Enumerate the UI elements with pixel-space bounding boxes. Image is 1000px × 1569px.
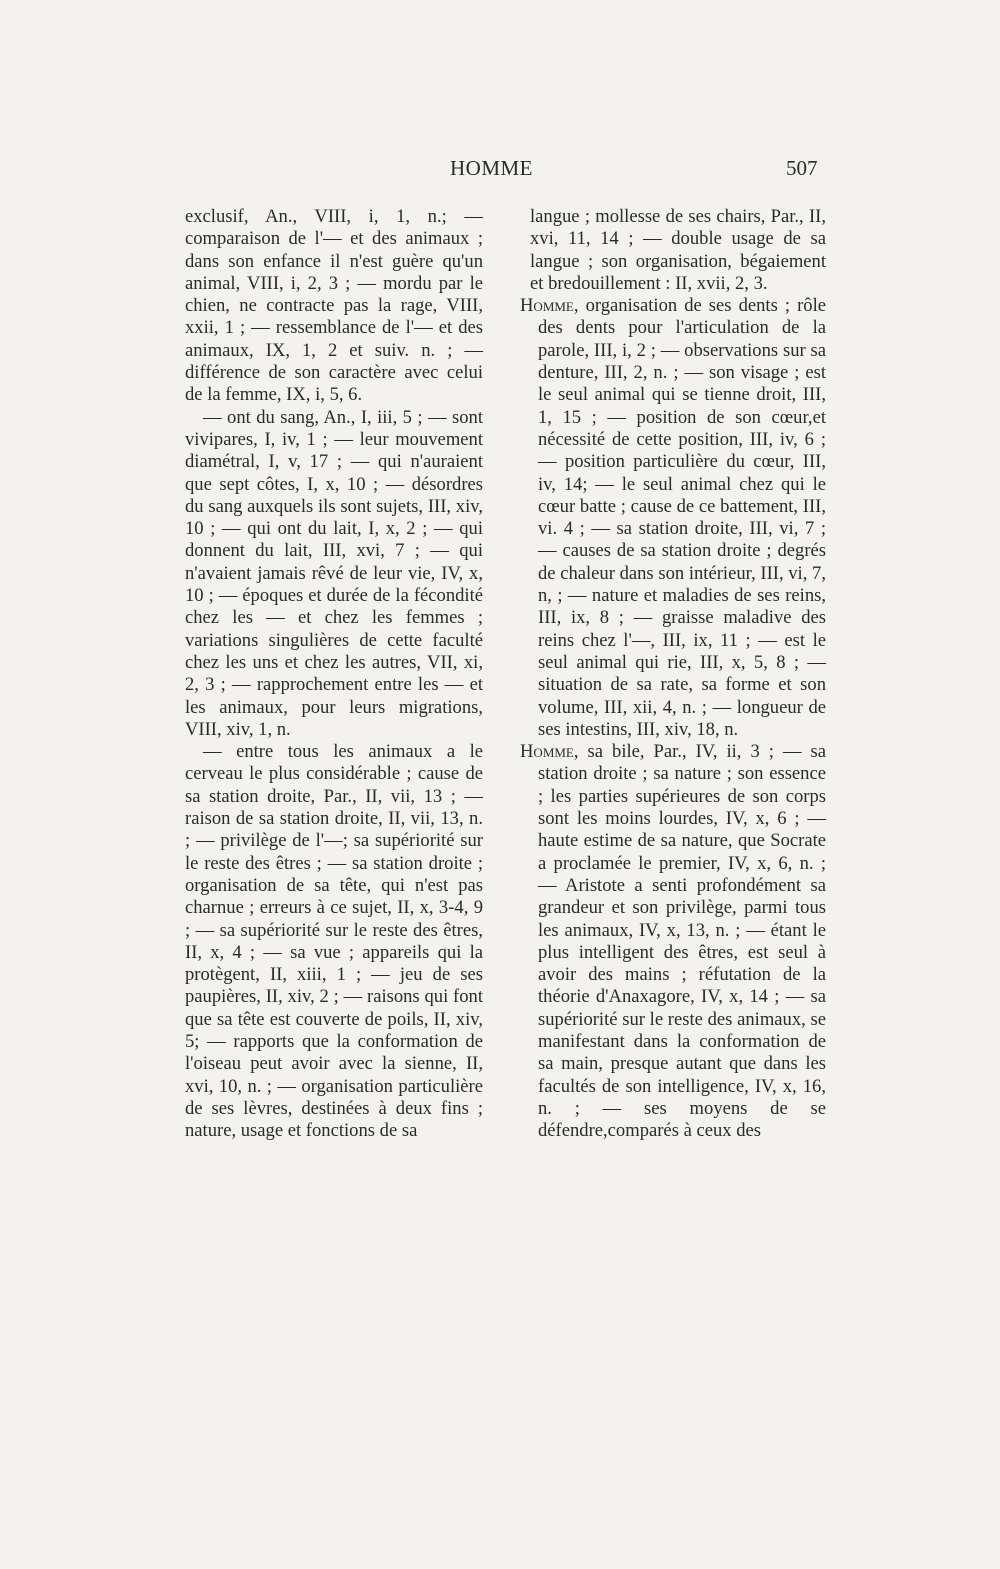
right-entry-homme-dents	[520, 295, 826, 741]
running-head: HOMME	[450, 156, 534, 180]
entry-headword: Homme	[520, 741, 574, 763]
left-paragraph-2: — ont du sang, An., I, iii, 5 ; — sont vivipares, I, iv, 1 ; — leur mouvement diamétral, I, v, 17 ; — qui n'auraient que sept côtes, I, x, 10 ; — désordres du sang auxquels ils sont sujets, III, xiv, 10 ; — qui ont du lait, I, x, 2 ; — qui donnent du lait, III, xvi, 7 ; — qui n'avaient jamais rêvé de leur vie, IV, x, 10 ; — époques et durée de la fécondité chez les — et chez les femmes ; variations singulières de cette faculté chez les uns et chez les autres, VII, xi, 2, 3 ; — rapprochement entre les — et les animaux, pour leurs migrations, VIII, xiv, 1, n.	[185, 406, 483, 740]
right-entry-homme-bile	[520, 741, 826, 1142]
entry-text: , sa bile, Par., IV, ii, 3 ; — sa station droite ; sa nature ; son essence ; les parties supérieures de son corps sont les moins lourdes, IV, x, 6 ; — haute estime de sa nature, que Socrate a proclamée le premier, IV, x, 6, n. ; — Aristote a senti profondément sa grandeur et son privilège, parmi tous les animaux, IV, x, 13, n. ; — étant le plus intelligent des êtres, est seul à avoir des mains ; réfutation de la théorie d'Anaxagore, IV, x, 14 ; — sa supériorité sur le reste des animaux, se manifestant dans la conformation de sa main, presque autant que dans les facultés de son intelligence, IV, x, 16, n. ; — ses moyens de se défendre,comparés à ceux des	[538, 741, 826, 1142]
entry-headword: Homme	[520, 295, 574, 317]
left-column	[185, 206, 483, 1142]
entry-text: , organisation de ses dents ; rôle des dents pour l'articulation de la parole, III, i, 2 ; — observations sur sa denture, III, 2, n. ; — son visage ; est le seul animal qui se tienne droit, III, 1, 15 ; — position de son cœur,et nécessité de cette position, III, iv, 6 ; — position particulière du cœur, III, iv, 14; — le seul animal chez qui le cœur batte ; cause de ce battement, III, vi. 4 ; — sa station droite, III, vi, 7 ; — causes de sa station droite ; degrés de chaleur dans son intérieur, III, vi, 7, n, ; — nature et maladies de ses reins, III, ix, 8 ; — graisse maladive des reins chez l'—, III, ix, 11 ; — est le seul animal qui rie, III, x, 5, 8 ; — situation de sa rate, sa forme et son volume, III, xii, 4, n. ; — longueur de ses intestins, III, xiv, 18, n.	[538, 295, 826, 740]
right-column	[520, 206, 826, 1142]
right-paragraph-1: langue ; mollesse de ses chairs, Par., II, xvi, 11, 14 ; — double usage de sa langue ; son organisation, bégaiement et bredouillement : II, xvii, 2, 3.	[530, 206, 826, 294]
left-paragraph-3: — entre tous les animaux a le cerveau le plus considérable ; cause de sa station droite, Par., II, vii, 13 ; — raison de sa station droite, II, vii, 13, n. ; — privilège de l'—; sa supériorité sur le reste des êtres ; — sa station droite ; organisation de sa tête, qui n'est pas charnue ; erreurs à ce sujet, II, x, 3-4, 9 ; — sa supériorité sur le reste des êtres, II, x, 4 ; — sa vue ; appareils qui la protègent, II, xiii, 1 ; — jeu de ses paupières, II, xiv, 2 ; — raisons qui font que sa tête est couverte de poils, II, xiv, 5; — rapports que la conformation de l'oiseau peut avoir avec la sienne, II, xvi, 10, n. ; — organisation particulière de ses lèvres, destinées à deux fins ; nature, usage et fonctions de sa	[185, 741, 483, 1142]
page-number: 507	[786, 156, 818, 180]
left-paragraph-1: exclusif, An., VIII, i, 1, n.; — comparaison de l'— et des animaux ; dans son enfance il n'est guère qu'un animal, VIII, i, 2, 3 ; — mordu par le chien, ne contracte pas la rage, VIII, xxii, 1 ; — ressemblance de l'— et des animaux, IX, 1, 2 et suiv. n. ; — différence de son caractère avec celui de la femme, IX, i, 5, 6.	[185, 206, 483, 406]
